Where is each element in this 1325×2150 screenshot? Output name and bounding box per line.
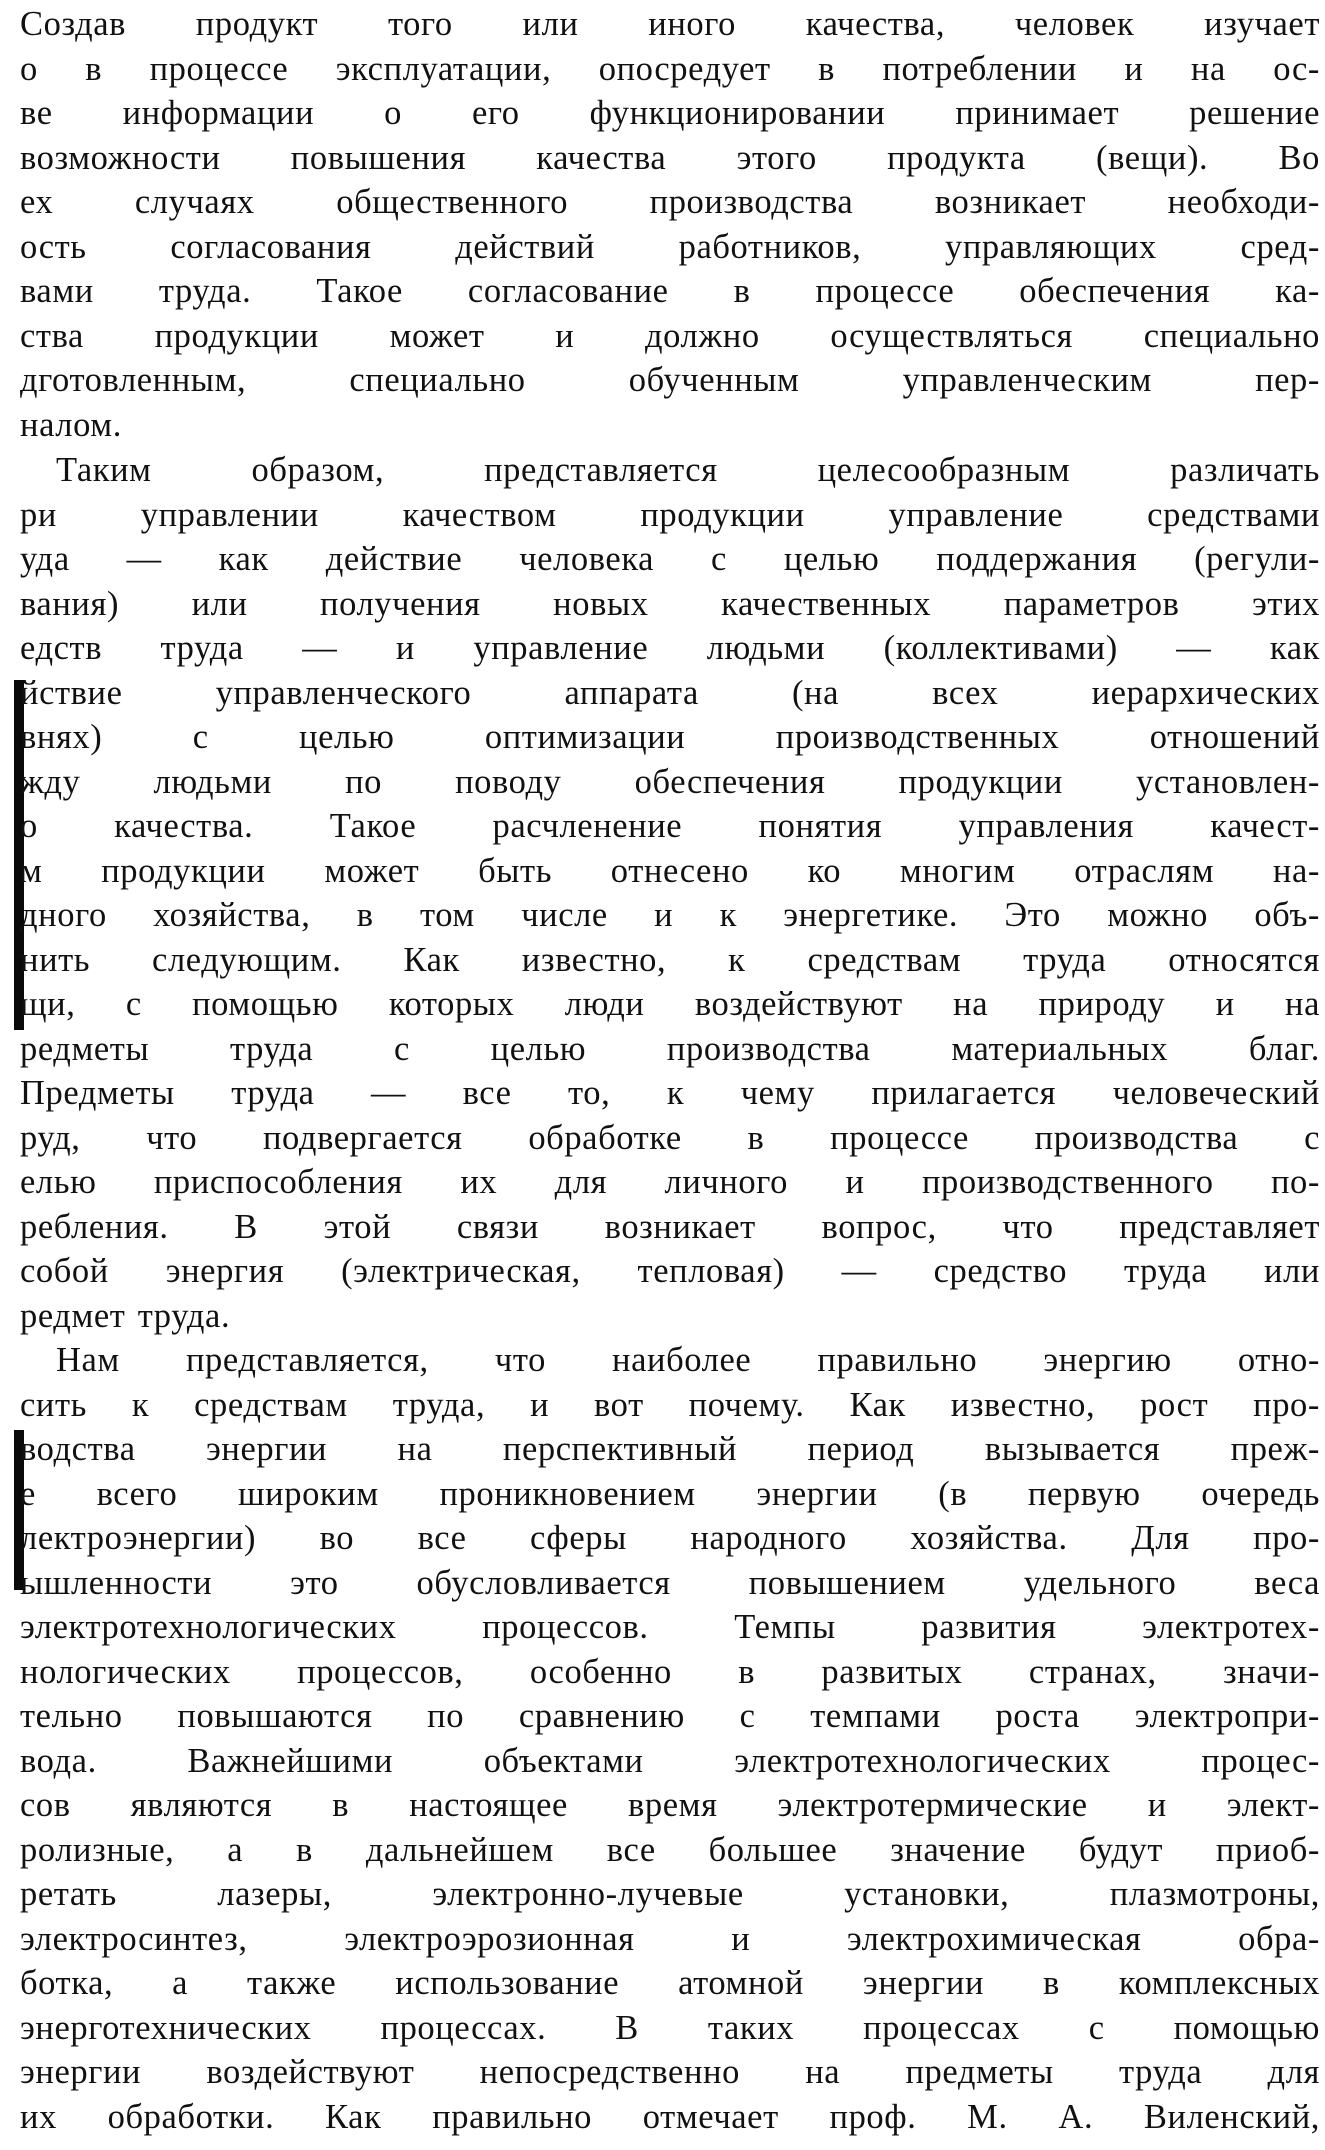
text-line: водства энергии на перспективный период вызывается преж- bbox=[20, 1430, 1320, 1468]
text-line: налом. bbox=[20, 405, 122, 444]
text-line: тельно повышаются по сравнению с темпами роста электропри- bbox=[20, 1697, 1320, 1735]
text-line: жду людьми по поводу обеспечения продукции установлен- bbox=[20, 762, 1320, 801]
text-line: вания) или получения новых качественных параметров этих bbox=[20, 584, 1320, 623]
text-line: щи, с помощью которых люди воздействуют на природу и на bbox=[20, 985, 1320, 1023]
text-line: ретать лазеры, электронно-лучевые установки, плазмотроны, bbox=[20, 1875, 1320, 1913]
paragraph-1 bbox=[20, 2, 1320, 447]
paragraph-2 bbox=[20, 448, 1320, 1338]
text-line: елью приспособления их для личного и производственного по- bbox=[20, 1163, 1320, 1201]
text-line: сов являются в настоящее время электротермические и элект- bbox=[20, 1786, 1320, 1824]
text-line: ботка, а также использование атомной энергии в комплексных bbox=[20, 1964, 1320, 2002]
text-line: ве информации о его функционировании принимает решение bbox=[20, 94, 1320, 132]
text-line: о качества. Такое расчленение понятия управления качест- bbox=[20, 807, 1320, 845]
text-line: нить следующим. Как известно, к средствам труда относятся bbox=[20, 940, 1320, 979]
text-line: Таким образом, представляется целесообразным различать bbox=[56, 451, 1320, 489]
text-line: сить к средствам труда, и вот почему. Как известно, рост про- bbox=[20, 1385, 1320, 1424]
text-line: е всего широким проникновением энергии (в первую очередь bbox=[20, 1474, 1320, 1513]
text-line: внях) с целью оптимизации производственных отношений bbox=[20, 718, 1320, 756]
text-line: руд, что подвергается обработке в процессе производства с bbox=[20, 1118, 1320, 1157]
text-line: ри управлении качеством продукции управление средствами bbox=[20, 495, 1320, 534]
text-line: ех случаях общественного производства возникает необходи- bbox=[20, 183, 1320, 221]
text-line: йствие управленческого аппарата (на всех иерархических bbox=[20, 673, 1320, 712]
text-line: ость согласования действий работников, управляющих сред- bbox=[20, 227, 1320, 266]
text-line: энерготехнических процессах. В таких процессах с помощью bbox=[20, 2008, 1320, 2047]
text-line: м продукции может быть отнесено ко многим отраслям на- bbox=[20, 851, 1320, 890]
text-line: ства продукции может и должно осуществляться специально bbox=[20, 316, 1320, 355]
text-line: лектроэнергии) во все сферы народного хозяйства. Для про- bbox=[20, 1519, 1320, 1557]
text-line: ролизные, а в дальнейшем все большее значение будут приоб- bbox=[20, 1830, 1320, 1869]
text-line: уда — как действие человека с целью поддержания (регули- bbox=[20, 540, 1320, 578]
paragraph-3 bbox=[20, 1338, 1320, 2139]
text-line: электротехнологических процессов. Темпы развития электротех- bbox=[20, 1608, 1320, 1646]
text-line: Нам представляется, что наиболее правильно энергию отно- bbox=[56, 1341, 1320, 1379]
text-line: энергии воздействуют непосредственно на предметы труда для bbox=[20, 2053, 1320, 2091]
text-line: дготовленным, специально обученным управленческим пер- bbox=[20, 361, 1320, 399]
text-line: едств труда — и управление людьми (коллективами) — как bbox=[20, 629, 1320, 667]
text-line: Создав продукт того или иного качества, человек изучает bbox=[20, 5, 1320, 43]
text-line: вода. Важнейшими объектами электротехнологических процес- bbox=[20, 1741, 1320, 1780]
text-line: редмет труда. bbox=[20, 1296, 231, 1335]
text-line: собой энергия (электрическая, тепловая) — средство труда или bbox=[20, 1252, 1320, 1290]
text-line: дного хозяйства, в том числе и к энергетике. Это можно объ- bbox=[20, 896, 1320, 934]
text-line: электросинтез, электроэрозионная и электрохимическая обра- bbox=[20, 1919, 1320, 1958]
text-line: возможности повышения качества этого продукта (вещи). Во bbox=[20, 138, 1320, 177]
text-line: Предметы труда — все то, к чему прилагается человеческий bbox=[20, 1074, 1320, 1112]
text-line: ышленности это обусловливается повышением удельного веса bbox=[20, 1563, 1320, 1602]
text-line: нологических процессов, особенно в развитых странах, значи- bbox=[20, 1652, 1320, 1691]
text-line: о в процессе эксплуатации, опосредует в потреблении и на ос- bbox=[20, 49, 1320, 88]
text-line: ребления. В этой связи возникает вопрос, что представляет bbox=[20, 1207, 1320, 1246]
text-line: вами труда. Такое согласование в процессе обеспечения ка- bbox=[20, 272, 1320, 310]
text-line: редметы труда с целью производства материальных благ. bbox=[20, 1029, 1320, 1068]
text-line: их обработки. Как правильно отмечает проф. М. А. Виленский, bbox=[20, 2097, 1320, 2136]
